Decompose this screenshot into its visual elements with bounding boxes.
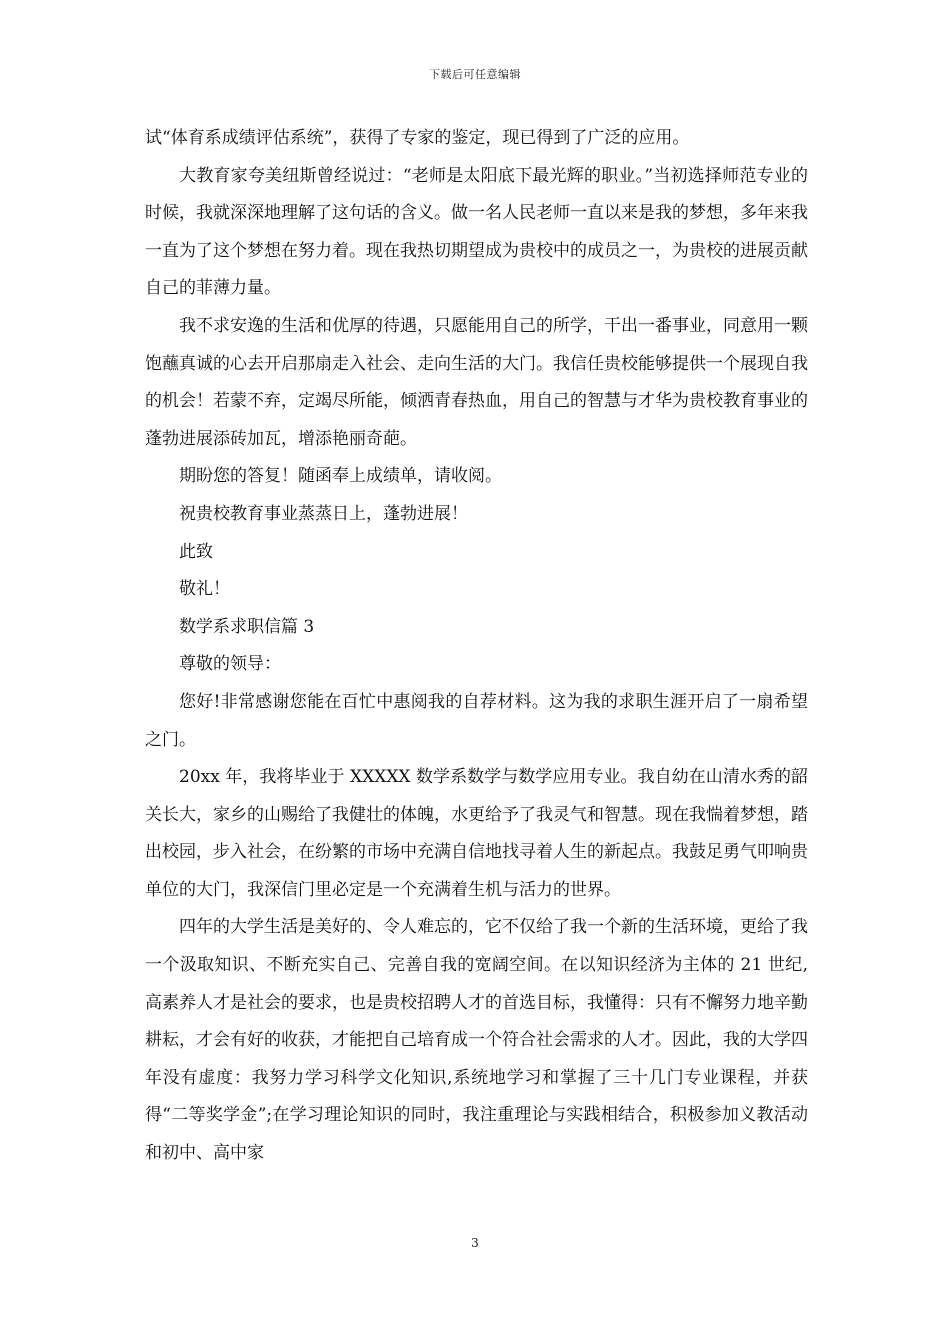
paragraph: 20xx 年，我将毕业于 XXXXX 数学系数学与数学应用专业。我自幼在山清水秀的韶关长大，家乡的山赐给了我健壮的体魄，水更给予了我灵气和智慧。现在我惴着梦想，踏出校园，步入社会，在纷繁的市场中充满自信地找寻着人生的新起点。我鼓足勇气叩响贵单位的大门，我深信门里必定是一个充满着生机与活力的世界。 [145,767,808,900]
page-header: 下载后可任意编辑 [429,68,521,81]
section-title: 数学系求职信篇 3 [179,616,315,637]
closing-regards: 敬礼！ [179,579,230,600]
page-number: 3 [471,1236,479,1250]
paragraph: 祝贵校教育事业蒸蒸日上，蓬勃进展！ [179,503,468,524]
document-body [145,120,808,1173]
paragraph: 大教育家夸美纽斯曾经说过：“老师是太阳底下最光辉的职业。”当初选择师范专业的时候，我就深深地理解了这句话的含义。做一名人民老师一直以来是我的梦想，多年来我一直为了这个梦想在努力着。现在我热切期望成为贵校中的成员之一，为贵校的进展贡献自己的菲薄力量。 [145,165,808,299]
paragraph: 您好!非常感谢您能在百忙中惠阅我的自荐材料。这为我的求职生涯开启了一扇希望之门。 [145,691,808,750]
paragraph: 四年的大学生活是美好的、令人难忘的，它不仅给了我一个新的生活环境，更给了我一个汲取知识、不断充实自己、完善自我的宽阔空间。在以知识经济为主体的 21 世纪,高素养人才是社会的要求，也是贵校招聘人才的首选目标，我懂得：只有不懈努力地辛勤耕耘，才会有好的收获，才能把自己培育成一个符合社会需求的人才。因此，我的大学四年没有虚度：我努力学习科学文化知识,系统地学习和掌握了三十几门专业课程，并获得“二等奖学金”;在学习理论知识的同时，我注重理论与实践相结合，积极参加义教活动和初中、高中家 [145,917,808,1164]
paragraph: 我不求安逸的生活和优厚的待遇，只愿能用自己的所学，干出一番事业，同意用一颗饱蘸真诚的心去开启那扇走入社会、走向生活的大门。我信任贵校能够提供一个展现自我的机会！若蒙不弃，定竭尽所能，倾洒青春热血，用自己的智慧与才华为贵校教育事业的蓬勃进展添砖加瓦，增添艳丽奇葩。 [145,315,808,449]
paragraph: 期盼您的答复！随函奉上成绩单，请收阅。 [179,466,502,487]
paragraph: 试“体育系成绩评估系统”，获得了专家的鉴定，现已得到了广泛的应用。 [145,128,690,148]
greeting: 尊敬的领导： [179,654,281,675]
closing-salutation: 此致 [179,541,213,562]
